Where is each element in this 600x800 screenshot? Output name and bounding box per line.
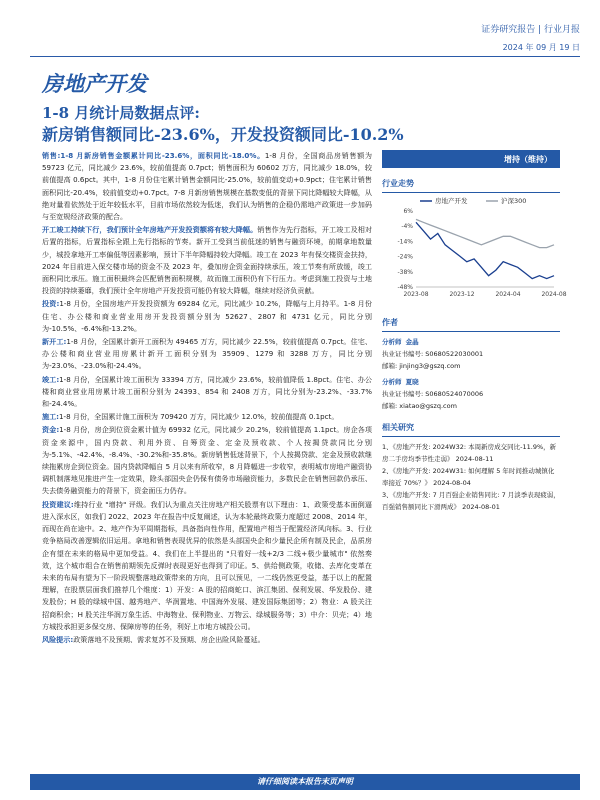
footer-disclaimer: 请仔细阅读本报告末页声明 <box>257 777 353 786</box>
page-title: 房地产开发 <box>42 71 147 96</box>
analyst-heading: 作者 <box>382 317 560 332</box>
analyst-2: 分析师 夏晓 执业证书编号: S0680524070006 邮箱: xiatao@gszq.com <box>382 376 560 412</box>
y-tick-label: -48% <box>397 284 413 291</box>
subtitle-2: 新房销售额同比-23.6%，开发投资额同比-10.2% <box>42 125 404 144</box>
related-item[interactable]: 2、《房地产开发: 2024W31: 如何理解 5 年时间推动城镇化率接近 70%？》 2024-08-04 <box>382 467 555 487</box>
analyst2-email[interactable]: 邮箱: xiatao@gszq.com <box>382 402 457 410</box>
rating-badge: 增持（维持） <box>382 150 560 168</box>
para-under-construction: 施工:1-8 月份，全国累计施工面积为 709420 万方，同比减少 12.0%，较前值提高 0.1pct。 <box>42 412 339 422</box>
y-tick-label: -24% <box>397 253 413 261</box>
para-sales: 销售:1-8 月新房销售金额累计同比-23.6%，面积同比-18.0%。1-8 月份，全国商品房销售额为 59723 亿元，同比减少 23.6%，较前值提高 0.7pct；销售面积为 60602 万方，同比减少 18.0%，较前值提高 0.6pct。其中，1-8 月份住宅累计销售金额同比-25.0%，较前值变动+0.9pct；住宅累计销售面积同比-20.4%，较前值变动+0.7pct。7-8 月新房销售规模在基数变低的背景下同比降幅较大降幅，从绝对量看依然处于近年较低水平，目前市场依然较为低迷，我们认为销售的企稳仍需地产政策进一步加码与至宽规经济政策的配合。 <box>42 151 372 222</box>
analyst-1: 分析师 金晶 执业证书编号: S0680522030001 邮箱: jinjing3@gszq.com <box>382 336 560 372</box>
trend-heading: 行业走势 <box>382 178 560 193</box>
subtitle-1: 1-8 月统计局数据点评: <box>42 104 200 122</box>
para-construction: 开工竣工持续下行，我们预计全年房地产开发投资额将有较大降幅。销售作为先行指标，开工竣工及相对后置的指标，后置指标全跟上先行指标的节奏。新开工受到当前低迷的销售与融资环境，前期拿地数量少，城投拿地开工率偏低等因素影响，预计下半年降幅持较大降幅。竣工在 2023 年有保交楼资金扶持，2024 年目前进入保交楼市场的资金不及 2023 年，叠加房企资金面持续承压，竣工节奏有所放缓，竣工面积同比承压。施工面积最终会匹配销售面积规模，故而施工面积仍有下行压力。考虑到施工投资与土地投资的持续萎靡，我们预计全年房地产开发投资可能仍有较大降幅，继续对经济负贡献。 <box>42 225 373 296</box>
related-item[interactable]: 1、《房地产开发: 2024W32: 本周新房成交同比-11.9%，新房二手房均季节性走弱》 2024-08-11 <box>382 443 557 463</box>
header-divider <box>30 56 580 57</box>
legend-label-a: 房地产开发 <box>435 197 468 205</box>
related-heading: 相关研究 <box>382 422 560 437</box>
series-line <box>416 219 554 247</box>
chart-legend <box>420 196 526 205</box>
x-tick-label: 2023-08 <box>403 291 429 298</box>
y-tick-label: -14% <box>397 238 413 246</box>
para-funding: 资金:1-8 月份，房企到位资金累计值为 69932 亿元，同比减少 20.2%，较前值提高 1.1pct。房企各项资金来源中，国内贷款、利用外资、自筹资金、定金及预收款、个人按揭贷款同比分别为-5.1%、-42.4%、-8.4%、-30.2%和-35.8%。新房销售低迷背景下，个人按揭贷款、定金及预收款继续拖累房企到位资金。国内贷款降幅自 5 月以来有所收窄，8 月降幅进一步收窄，表明城市房地产融资协调机制落地见推进产生一定效果，除头部国央企仍保有债务市场融资能力，多数民企在销售回款仍承压、失去债务融资能力的背景下，资金面压力仍存。 <box>42 425 372 496</box>
y-tick-label: -38% <box>397 268 413 276</box>
para-risk: 风险提示:政策落地不及预期、需求复苏不及预期、房企出险风险蔓延。 <box>42 634 265 644</box>
x-tick-label: 2024-04 <box>495 291 521 298</box>
para-investment: 投资:1-8 月份，全国房地产开发投资额为 69284 亿元，同比减少 10.2%，降幅与上月持平。1-8 月份住宅、办公楼和商业营业用房开发投资额分别为 52627、2807 和 4731 亿元，同比分别为-10.5%、-6.4%和-13.2%。 <box>42 299 372 333</box>
x-tick-label: 2023-12 <box>449 291 475 298</box>
para-advice: 投资建议:维持行业 "增持" 评级。我们认为重点关注房地产相关股票有以下理由：1、政策受基本面倒逼进入深水区，如我们 2022、2023 年在报告中反复阐述，认为本轮最终政策力度超过 2008、2014 年，而现在尚在途中。2、地产作为平周期指标，具备指向性作用，配置地产相当于配置经济风向标。3、行业竞争格局改善逻辑依旧运用。拿地和销售表现优异的依然是头部国央企和少量民企所有制及民企，品质房企有望在未来的格局中更加受益。4、我们在上半提出的 "只看好一线+2/3 二线+极少量城市" 依然奏效，这个城市组合在销售前期领先反弹时表现更好也得到了印证。5、供给侧政策，收储、去库化变革在未来的布局有望为下一阶段规整落地政策带来的方向，且可以预见，一二线仍然更受益，基于以上的配置理解，在股票层面我们推荐几个维度：1）开发：A 股的招商蛇口、滨江集团、保利发展、华发股份、建发股份；H 股的绿城中国、越秀地产、华润置地、中国海外发展、建发国际集团等；2）物业：A 股关注招商积余；H 股关注华润万象生活、中海物业、保利物业、万物云、绿城服务等；3）中介：贝壳；4）地方城投承担更多保交房、保障房等的任务，利好上市地方城投公司。 <box>42 499 373 631</box>
report-date: 2024 年 09 月 19 日 <box>502 43 580 52</box>
x-tick-label: 2024-08 <box>541 291 567 298</box>
related-item[interactable]: 3、《房地产开发: 7 月百强企业销售同比: 7 月淡季表现疲弱，百强销售额同比下滑两成》 2024-08-01 <box>382 491 560 511</box>
footer <box>30 774 580 790</box>
analyst1-email[interactable]: 邮箱: jinjing3@gszq.com <box>382 362 461 370</box>
y-tick-label: -4% <box>401 223 413 231</box>
para-new-starts: 新开工:1-8 月份，全国累计新开工面积为 49465 万方，同比减少 22.5%，较前值提高 0.7pct。住宅、办公楼和商业营业用房累计新开工面积分别为 35909、1279 和 3288 万方，同比分别为-23.0%、-23.0%和-24.4%。 <box>42 337 372 371</box>
series-line <box>416 222 554 278</box>
trend-chart <box>382 193 567 303</box>
legend-label-b: 沪深300 <box>501 197 527 205</box>
related-list <box>382 441 560 513</box>
y-tick-label: 6% <box>403 208 413 215</box>
report-type: 证券研究报告 | 行业月报 <box>481 25 580 35</box>
para-completion: 竣工:1-8 月份，全国累计竣工面积为 33394 万方，同比减少 23.6%，较前值降低 1.8pct。住宅、办公楼和商业营业用房累计竣工面积分别为 24393、854 和 2408 万方，同比分别为-23.2%、-33.7%和-24.4%。 <box>42 374 372 409</box>
report-body <box>42 150 372 647</box>
sidebar <box>382 150 567 513</box>
